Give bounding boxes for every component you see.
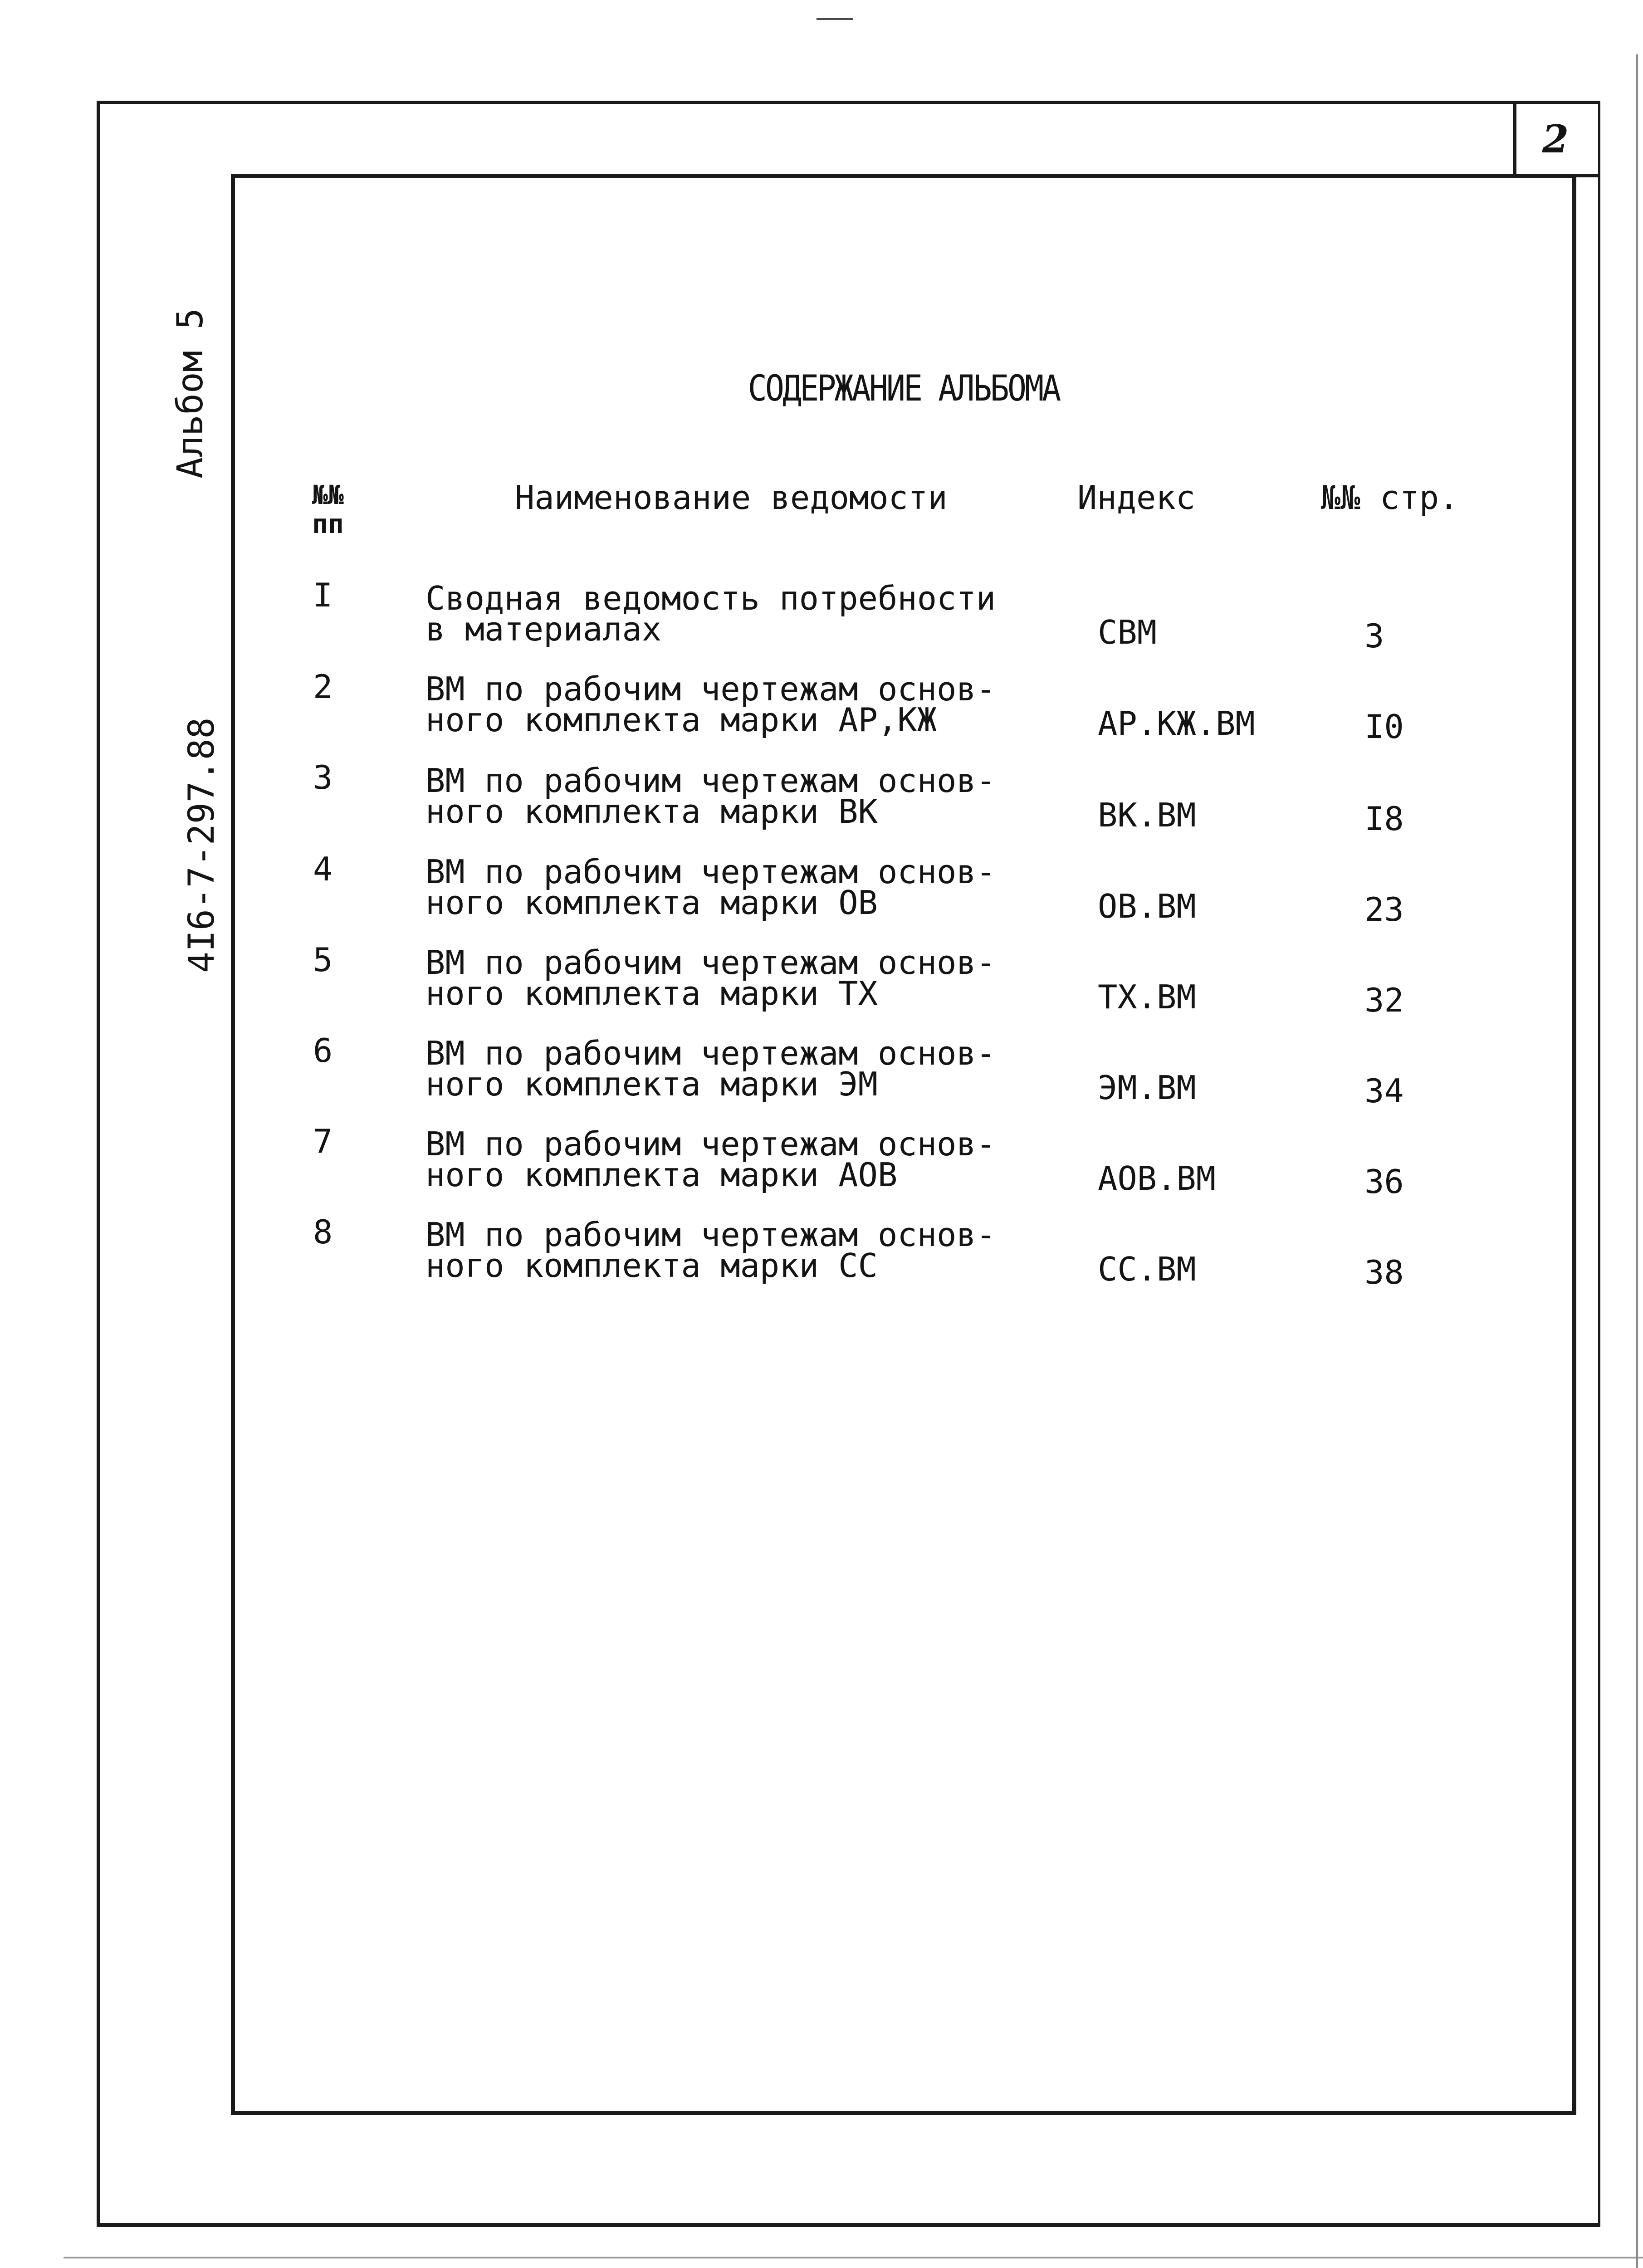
row-5-index: ТХ.ВМ <box>1098 978 1196 1016</box>
row-7-index: АОВ.ВМ <box>1098 1159 1216 1198</box>
row-8-num: 8 <box>313 1213 333 1251</box>
row-2-name-line2: ного комплекта марки АР,КЖ <box>425 701 937 739</box>
document-code: 4I6-7-297.88 <box>181 717 222 973</box>
row-6-page: 34 <box>1364 1072 1404 1110</box>
row-4-page: 23 <box>1364 890 1404 929</box>
row-2-name-line1: ВМ по рабочим чертежам основ- <box>425 670 996 708</box>
header-num-line1: №№ <box>312 479 344 510</box>
row-4-num: 4 <box>313 850 333 888</box>
row-8-name-line1: ВМ по рабочим чертежам основ- <box>425 1216 996 1254</box>
row-5-name-line1: ВМ по рабочим чертежам основ- <box>425 943 996 982</box>
row-8-name-line2: ного комплекта марки СС <box>425 1246 878 1285</box>
row-4-name-line1: ВМ по рабочим чертежам основ- <box>425 853 996 891</box>
row-7-page: 36 <box>1364 1163 1404 1201</box>
page-number: 2 <box>1542 117 1569 161</box>
row-3-name-line1: ВМ по рабочим чертежам основ- <box>425 762 996 800</box>
row-1-page: 3 <box>1364 617 1384 655</box>
row-8-page: 38 <box>1364 1253 1404 1291</box>
row-3-num: 3 <box>313 758 333 797</box>
header-page: №№ стр. <box>1321 479 1459 517</box>
row-1-name-line1: Сводная ведомость потребности <box>425 579 996 617</box>
row-6-num: 6 <box>313 1031 333 1070</box>
scan-line-right <box>1636 54 1638 2268</box>
row-3-name-line2: ного комплекта марки ВК <box>425 792 878 831</box>
row-6-index: ЭМ.ВМ <box>1098 1069 1196 1107</box>
row-5-num: 5 <box>313 941 333 979</box>
scan-mark-top <box>817 18 853 20</box>
scan-line-bottom <box>64 2257 1643 2258</box>
row-4-name-line2: ного комплекта марки ОВ <box>425 884 878 922</box>
row-2-index: АР.КЖ.ВМ <box>1098 704 1255 743</box>
row-4-index: ОВ.ВМ <box>1098 887 1196 925</box>
row-7-num: 7 <box>313 1122 333 1160</box>
row-1-name-line2: в материалах <box>425 610 662 648</box>
header-index: Индекс <box>1077 479 1196 517</box>
document-title: СОДЕРЖАНИЕ АЛЬБОМА <box>748 367 1060 409</box>
row-3-index: ВК.ВМ <box>1098 796 1196 834</box>
row-1-index: СВМ <box>1098 613 1157 651</box>
row-2-page: I0 <box>1364 708 1404 746</box>
row-7-name-line1: ВМ по рабочим чертежам основ- <box>425 1125 996 1163</box>
row-5-name-line2: ного комплекта марки ТХ <box>425 974 878 1012</box>
header-num-line2: пп <box>312 508 344 539</box>
album-label: Альбом 5 <box>170 308 211 479</box>
row-2-num: 2 <box>313 668 333 706</box>
row-5-page: 32 <box>1364 981 1404 1019</box>
row-6-name-line1: ВМ по рабочим чертежам основ- <box>425 1034 996 1072</box>
row-1-num: I <box>313 576 333 614</box>
row-8-index: СС.ВМ <box>1098 1250 1196 1288</box>
row-3-page: I8 <box>1364 800 1404 838</box>
row-7-name-line2: ного комплекта марки АОВ <box>425 1156 898 1194</box>
header-name: Наименование ведомости <box>515 479 948 517</box>
row-6-name-line2: ного комплекта марки ЭМ <box>425 1065 878 1103</box>
